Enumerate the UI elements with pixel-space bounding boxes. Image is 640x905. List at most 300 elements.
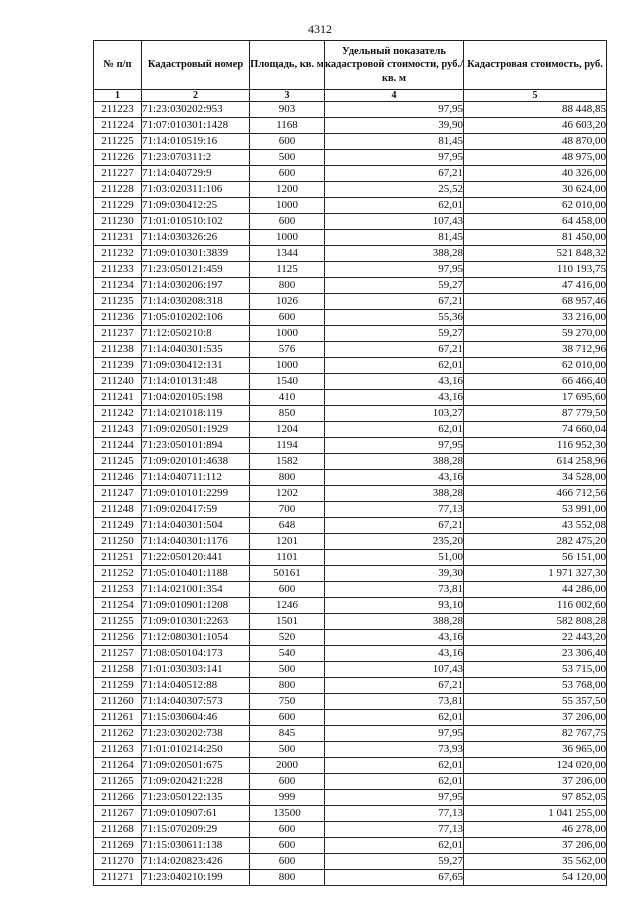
cadastral-number-cell: 71:14:021018:119: [142, 406, 250, 422]
row-number-cell: 211255: [94, 614, 142, 630]
cadastral-cost-cell: 116 002,60: [464, 598, 607, 614]
table-row: [94, 534, 607, 550]
cadastral-cost-cell: 582 808,28: [464, 614, 607, 630]
row-number-cell: 211247: [94, 486, 142, 502]
cadastral-number-cell: 71:08:050104:173: [142, 646, 250, 662]
specific-rate-cell: 235,20: [325, 534, 464, 550]
area-cell: 1168: [250, 118, 325, 134]
specific-rate-cell: 107,43: [325, 662, 464, 678]
row-number-cell: 211267: [94, 806, 142, 822]
specific-rate-cell: 59,27: [325, 278, 464, 294]
cadastral-number-cell: 71:14:021001:354: [142, 582, 250, 598]
area-cell: 520: [250, 630, 325, 646]
area-cell: 600: [250, 774, 325, 790]
specific-rate-cell: 62,01: [325, 774, 464, 790]
cadastral-number-cell: 71:14:040301:504: [142, 518, 250, 534]
cadastral-cost-cell: 36 965,00: [464, 742, 607, 758]
row-number-cell: 211252: [94, 566, 142, 582]
area-cell: 1246: [250, 598, 325, 614]
cadastral-cost-cell: 53 768,00: [464, 678, 607, 694]
specific-rate-cell: 97,95: [325, 790, 464, 806]
row-number-cell: 211223: [94, 102, 142, 118]
table-row: [94, 566, 607, 582]
cadastral-number-cell: 71:12:080301:1054: [142, 630, 250, 646]
header-row-number: № п/п: [94, 41, 142, 90]
specific-rate-cell: 388,28: [325, 486, 464, 502]
specific-rate-cell: 62,01: [325, 422, 464, 438]
header-cadastral-number: Кадастровый номер: [142, 41, 250, 90]
area-cell: 1344: [250, 246, 325, 262]
specific-rate-cell: 73,81: [325, 582, 464, 598]
cadastral-cost-cell: 54 120,00: [464, 870, 607, 886]
specific-rate-cell: 97,95: [325, 726, 464, 742]
cadastral-number-cell: 71:23:030202:738: [142, 726, 250, 742]
specific-rate-cell: 97,95: [325, 262, 464, 278]
cadastral-number-cell: 71:01:010510:102: [142, 214, 250, 230]
cadastral-cost-cell: 59 270,00: [464, 326, 607, 342]
table-row: [94, 678, 607, 694]
cadastral-number-cell: 71:05:010202:106: [142, 310, 250, 326]
area-cell: 600: [250, 822, 325, 838]
row-number-cell: 211249: [94, 518, 142, 534]
area-cell: 1000: [250, 198, 325, 214]
row-number-cell: 211265: [94, 774, 142, 790]
specific-rate-cell: 81,45: [325, 230, 464, 246]
cadastral-number-cell: 71:14:030206:197: [142, 278, 250, 294]
cadastral-cost-cell: 62 010,00: [464, 358, 607, 374]
cadastral-cost-cell: 40 326,00: [464, 166, 607, 182]
cadastral-number-cell: 71:23:030202:953: [142, 102, 250, 118]
row-number-cell: 211230: [94, 214, 142, 230]
specific-rate-cell: 25,52: [325, 182, 464, 198]
cadastral-number-cell: 71:23:050121:459: [142, 262, 250, 278]
row-number-cell: 211246: [94, 470, 142, 486]
specific-rate-cell: 43,16: [325, 390, 464, 406]
area-cell: 750: [250, 694, 325, 710]
cadastral-number-cell: 71:23:040210:199: [142, 870, 250, 886]
page-number: 4312: [308, 22, 332, 36]
table-row: [94, 518, 607, 534]
row-number-cell: 211251: [94, 550, 142, 566]
cadastral-number-cell: 71:09:020421:228: [142, 774, 250, 790]
table-row: [94, 726, 607, 742]
table-row: [94, 246, 607, 262]
table-row: [94, 422, 607, 438]
area-cell: 800: [250, 870, 325, 886]
header-specific-rate: Удельный показатель кадастровой стоимости, руб./кв. м: [325, 41, 464, 90]
row-number-cell: 211240: [94, 374, 142, 390]
row-number-cell: 211248: [94, 502, 142, 518]
area-cell: 1201: [250, 534, 325, 550]
cadastral-cost-cell: 116 952,30: [464, 438, 607, 454]
row-number-cell: 211256: [94, 630, 142, 646]
cadastral-cost-cell: 614 258,96: [464, 454, 607, 470]
specific-rate-cell: 67,21: [325, 166, 464, 182]
cadastral-cost-cell: 47 416,00: [464, 278, 607, 294]
cadastral-cost-cell: 74 660,04: [464, 422, 607, 438]
specific-rate-cell: 73,81: [325, 694, 464, 710]
area-cell: 800: [250, 678, 325, 694]
area-cell: 1204: [250, 422, 325, 438]
row-number-cell: 211229: [94, 198, 142, 214]
row-number-cell: 211269: [94, 838, 142, 854]
row-number-cell: 211259: [94, 678, 142, 694]
area-cell: 1101: [250, 550, 325, 566]
area-cell: 600: [250, 214, 325, 230]
column-number: 4: [325, 90, 464, 102]
table-row: [94, 870, 607, 886]
specific-rate-cell: 67,21: [325, 342, 464, 358]
specific-rate-cell: 39,90: [325, 118, 464, 134]
cadastral-number-cell: 71:09:010907:61: [142, 806, 250, 822]
row-number-cell: 211233: [94, 262, 142, 278]
area-cell: 1202: [250, 486, 325, 502]
table-row: [94, 230, 607, 246]
specific-rate-cell: 51,00: [325, 550, 464, 566]
row-number-cell: 211225: [94, 134, 142, 150]
area-cell: 1540: [250, 374, 325, 390]
row-number-cell: 211260: [94, 694, 142, 710]
cadastral-cost-cell: 56 151,00: [464, 550, 607, 566]
cadastral-cost-cell: 53 715,00: [464, 662, 607, 678]
area-cell: 600: [250, 134, 325, 150]
table-row: [94, 294, 607, 310]
table-row: [94, 214, 607, 230]
cadastral-number-cell: 71:23:050101:894: [142, 438, 250, 454]
area-cell: 500: [250, 662, 325, 678]
table-row: [94, 486, 607, 502]
specific-rate-cell: 97,95: [325, 102, 464, 118]
specific-rate-cell: 67,21: [325, 678, 464, 694]
area-cell: 410: [250, 390, 325, 406]
cadastral-number-cell: 71:09:010101:2299: [142, 486, 250, 502]
row-number-cell: 211271: [94, 870, 142, 886]
table-row: [94, 326, 607, 342]
specific-rate-cell: 97,95: [325, 150, 464, 166]
cadastral-cost-cell: 282 475,20: [464, 534, 607, 550]
table-body: [94, 102, 607, 886]
table-row: [94, 614, 607, 630]
cadastral-number-cell: 71:01:030303:141: [142, 662, 250, 678]
row-number-cell: 211235: [94, 294, 142, 310]
area-cell: 1000: [250, 326, 325, 342]
table-row: [94, 630, 607, 646]
area-cell: 1501: [250, 614, 325, 630]
row-number-cell: 211266: [94, 790, 142, 806]
table-row: [94, 662, 607, 678]
row-number-cell: 211270: [94, 854, 142, 870]
table-row: [94, 374, 607, 390]
table-row: [94, 758, 607, 774]
specific-rate-cell: 77,13: [325, 502, 464, 518]
cadastral-cost-cell: 87 779,50: [464, 406, 607, 422]
cadastral-number-cell: 71:12:050210:8: [142, 326, 250, 342]
table-row: [94, 150, 607, 166]
cadastral-number-cell: 71:14:040729:9: [142, 166, 250, 182]
cadastral-number-cell: 71:09:010301:3839: [142, 246, 250, 262]
header-area: Площадь, кв. м: [250, 41, 325, 90]
specific-rate-cell: 77,13: [325, 806, 464, 822]
table-row: [94, 358, 607, 374]
specific-rate-cell: 62,01: [325, 710, 464, 726]
specific-rate-cell: 43,16: [325, 630, 464, 646]
table-row: [94, 262, 607, 278]
specific-rate-cell: 388,28: [325, 454, 464, 470]
specific-rate-cell: 39,30: [325, 566, 464, 582]
area-cell: 800: [250, 470, 325, 486]
table-row: [94, 774, 607, 790]
specific-rate-cell: 388,28: [325, 246, 464, 262]
row-number-cell: 211231: [94, 230, 142, 246]
header-cadastral-cost: Кадастровая стоимость, руб.: [464, 41, 607, 90]
cadastral-cost-cell: 38 712,96: [464, 342, 607, 358]
area-cell: 1582: [250, 454, 325, 470]
row-number-cell: 211263: [94, 742, 142, 758]
table-row: [94, 710, 607, 726]
area-cell: 648: [250, 518, 325, 534]
column-number: 1: [94, 90, 142, 102]
row-number-cell: 211250: [94, 534, 142, 550]
specific-rate-cell: 55,36: [325, 310, 464, 326]
cadastral-cost-cell: 66 466,40: [464, 374, 607, 390]
table-row: [94, 822, 607, 838]
cadastral-cost-cell: 33 216,00: [464, 310, 607, 326]
cadastral-cost-cell: 55 357,50: [464, 694, 607, 710]
table-row: [94, 502, 607, 518]
cadastral-cost-cell: 110 193,75: [464, 262, 607, 278]
table-row: [94, 118, 607, 134]
cadastral-cost-cell: 44 286,00: [464, 582, 607, 598]
cadastral-number-cell: 71:23:050122:135: [142, 790, 250, 806]
cadastral-cost-cell: 88 448,85: [464, 102, 607, 118]
cadastral-cost-cell: 48 870,00: [464, 134, 607, 150]
area-cell: 1026: [250, 294, 325, 310]
cadastral-number-cell: 71:09:020501:1929: [142, 422, 250, 438]
table-row: [94, 838, 607, 854]
area-cell: 1000: [250, 358, 325, 374]
area-cell: 700: [250, 502, 325, 518]
cadastral-number-cell: 71:14:030326:26: [142, 230, 250, 246]
area-cell: 1194: [250, 438, 325, 454]
specific-rate-cell: 73,93: [325, 742, 464, 758]
specific-rate-cell: 77,13: [325, 822, 464, 838]
row-number-cell: 211245: [94, 454, 142, 470]
row-number-cell: 211237: [94, 326, 142, 342]
table-row: [94, 102, 607, 118]
row-number-cell: 211268: [94, 822, 142, 838]
table-row: [94, 470, 607, 486]
cadastral-number-cell: 71:14:010519:16: [142, 134, 250, 150]
table-row: [94, 454, 607, 470]
area-cell: 999: [250, 790, 325, 806]
cadastral-cost-cell: 53 991,00: [464, 502, 607, 518]
table-row: [94, 182, 607, 198]
cadastral-number-cell: 71:09:030412:131: [142, 358, 250, 374]
column-number: 2: [142, 90, 250, 102]
area-cell: 576: [250, 342, 325, 358]
table-header-row: [94, 41, 607, 90]
row-number-cell: 211262: [94, 726, 142, 742]
table-row: [94, 166, 607, 182]
cadastral-number-cell: 71:04:020105:198: [142, 390, 250, 406]
cadastral-number-cell: 71:14:040307:573: [142, 694, 250, 710]
cadastral-cost-cell: 97 852,05: [464, 790, 607, 806]
specific-rate-cell: 43,16: [325, 470, 464, 486]
area-cell: 1125: [250, 262, 325, 278]
area-cell: 540: [250, 646, 325, 662]
table-row: [94, 550, 607, 566]
specific-rate-cell: 93,10: [325, 598, 464, 614]
cadastral-cost-cell: 82 767,75: [464, 726, 607, 742]
table-row: [94, 342, 607, 358]
cadastral-number-cell: 71:14:020823:426: [142, 854, 250, 870]
cadastral-number-cell: 71:09:030412:25: [142, 198, 250, 214]
specific-rate-cell: 62,01: [325, 838, 464, 854]
row-number-cell: 211253: [94, 582, 142, 598]
specific-rate-cell: 103,27: [325, 406, 464, 422]
cadastral-cost-cell: 48 975,00: [464, 150, 607, 166]
table-row: [94, 406, 607, 422]
specific-rate-cell: 43,16: [325, 374, 464, 390]
cadastral-number-cell: 71:09:020417:59: [142, 502, 250, 518]
cadastral-cost-cell: 466 712,56: [464, 486, 607, 502]
cadastral-number-cell: 71:03:020311:106: [142, 182, 250, 198]
table-row: [94, 134, 607, 150]
cadastral-cost-cell: 34 528,00: [464, 470, 607, 486]
area-cell: 500: [250, 150, 325, 166]
cadastral-value-table: [93, 40, 607, 886]
row-number-cell: 211258: [94, 662, 142, 678]
row-number-cell: 211243: [94, 422, 142, 438]
row-number-cell: 211261: [94, 710, 142, 726]
cadastral-cost-cell: 81 450,00: [464, 230, 607, 246]
cadastral-cost-cell: 37 206,00: [464, 710, 607, 726]
cadastral-cost-cell: 23 306,40: [464, 646, 607, 662]
cadastral-cost-cell: 37 206,00: [464, 838, 607, 854]
area-cell: 600: [250, 310, 325, 326]
cadastral-cost-cell: 64 458,00: [464, 214, 607, 230]
table-row: [94, 310, 607, 326]
area-cell: 600: [250, 838, 325, 854]
cadastral-number-cell: 71:15:070209:29: [142, 822, 250, 838]
cadastral-cost-cell: 68 957,46: [464, 294, 607, 310]
specific-rate-cell: 59,27: [325, 326, 464, 342]
area-cell: 1200: [250, 182, 325, 198]
specific-rate-cell: 81,45: [325, 134, 464, 150]
row-number-cell: 211236: [94, 310, 142, 326]
cadastral-number-cell: 71:14:040512:88: [142, 678, 250, 694]
area-cell: 50161: [250, 566, 325, 582]
area-cell: 903: [250, 102, 325, 118]
specific-rate-cell: 62,01: [325, 358, 464, 374]
cadastral-cost-cell: 35 562,00: [464, 854, 607, 870]
cadastral-cost-cell: 22 443,20: [464, 630, 607, 646]
row-number-cell: 211254: [94, 598, 142, 614]
specific-rate-cell: 59,27: [325, 854, 464, 870]
area-cell: 600: [250, 582, 325, 598]
cadastral-number-cell: 71:15:030611:138: [142, 838, 250, 854]
cadastral-cost-cell: 30 624,00: [464, 182, 607, 198]
cadastral-number-cell: 71:15:030604:46: [142, 710, 250, 726]
row-number-cell: 211238: [94, 342, 142, 358]
row-number-cell: 211264: [94, 758, 142, 774]
area-cell: 500: [250, 742, 325, 758]
cadastral-number-cell: 71:09:020501:675: [142, 758, 250, 774]
specific-rate-cell: 62,01: [325, 198, 464, 214]
table-row: [94, 646, 607, 662]
row-number-cell: 211227: [94, 166, 142, 182]
table-row: [94, 790, 607, 806]
table-row: [94, 390, 607, 406]
area-cell: 845: [250, 726, 325, 742]
cadastral-cost-cell: 62 010,00: [464, 198, 607, 214]
cadastral-number-cell: 71:14:040301:535: [142, 342, 250, 358]
cadastral-number-cell: 71:09:010901:1208: [142, 598, 250, 614]
area-cell: 600: [250, 166, 325, 182]
cadastral-number-cell: 71:09:020101:4638: [142, 454, 250, 470]
table-row: [94, 278, 607, 294]
area-cell: 600: [250, 854, 325, 870]
area-cell: 13500: [250, 806, 325, 822]
column-number-row: [94, 90, 607, 102]
row-number-cell: 211241: [94, 390, 142, 406]
cadastral-number-cell: 71:05:010401:1188: [142, 566, 250, 582]
cadastral-cost-cell: 1 971 327,30: [464, 566, 607, 582]
cadastral-cost-cell: 46 278,00: [464, 822, 607, 838]
specific-rate-cell: 43,16: [325, 646, 464, 662]
area-cell: 850: [250, 406, 325, 422]
table-row: [94, 694, 607, 710]
cadastral-number-cell: 71:14:010131:48: [142, 374, 250, 390]
area-cell: 1000: [250, 230, 325, 246]
cadastral-cost-cell: 521 848,32: [464, 246, 607, 262]
table-row: [94, 806, 607, 822]
table-row: [94, 854, 607, 870]
row-number-cell: 211228: [94, 182, 142, 198]
row-number-cell: 211244: [94, 438, 142, 454]
column-number: 3: [250, 90, 325, 102]
cadastral-number-cell: 71:09:010301:2263: [142, 614, 250, 630]
row-number-cell: 211224: [94, 118, 142, 134]
cadastral-cost-cell: 1 041 255,00: [464, 806, 607, 822]
row-number-cell: 211232: [94, 246, 142, 262]
cadastral-cost-cell: 17 695,60: [464, 390, 607, 406]
area-cell: 600: [250, 710, 325, 726]
table-row: [94, 438, 607, 454]
specific-rate-cell: 62,01: [325, 758, 464, 774]
area-cell: 2000: [250, 758, 325, 774]
table-row: [94, 598, 607, 614]
specific-rate-cell: 97,95: [325, 438, 464, 454]
cadastral-number-cell: 71:14:040301:1176: [142, 534, 250, 550]
row-number-cell: 211242: [94, 406, 142, 422]
table-row: [94, 582, 607, 598]
row-number-cell: 211257: [94, 646, 142, 662]
specific-rate-cell: 388,28: [325, 614, 464, 630]
table-row: [94, 742, 607, 758]
specific-rate-cell: 67,21: [325, 294, 464, 310]
column-number: 5: [464, 90, 607, 102]
cadastral-number-cell: 71:14:030208:318: [142, 294, 250, 310]
row-number-cell: 211226: [94, 150, 142, 166]
cadastral-cost-cell: 46 603,20: [464, 118, 607, 134]
specific-rate-cell: 107,43: [325, 214, 464, 230]
cadastral-cost-cell: 124 020,00: [464, 758, 607, 774]
row-number-cell: 211239: [94, 358, 142, 374]
area-cell: 800: [250, 278, 325, 294]
specific-rate-cell: 67,65: [325, 870, 464, 886]
cadastral-cost-cell: 43 552,08: [464, 518, 607, 534]
